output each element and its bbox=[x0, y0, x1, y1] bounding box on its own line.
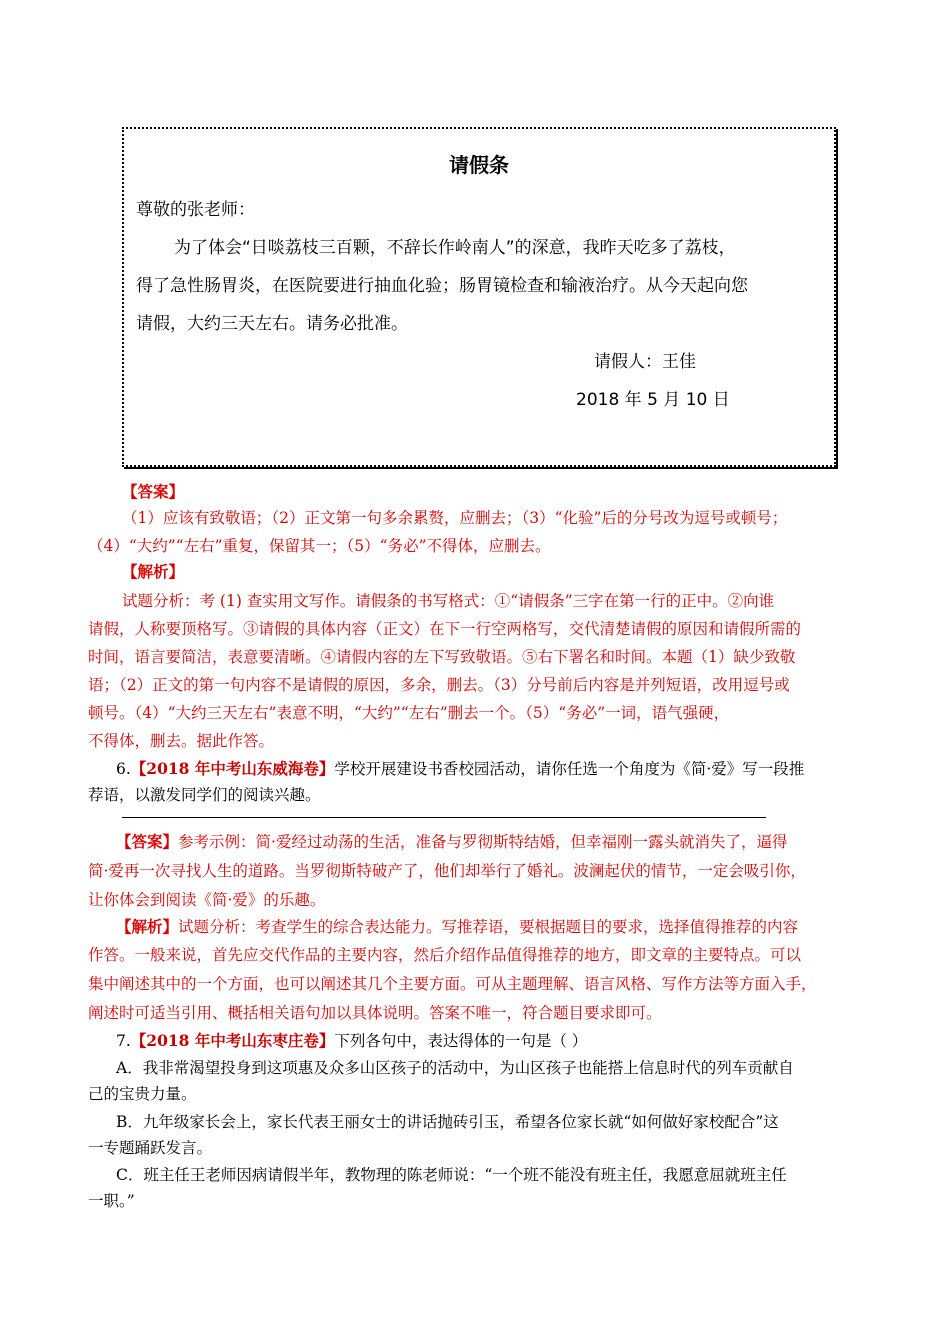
q6-analysis-tag: 【解析】 bbox=[116, 917, 179, 936]
q5-answer-line: （1）应该有致敬语；（2）正文第一句多余累赘，应删去；（3）“化验”后的分号改为逗号或顿号； bbox=[122, 509, 788, 527]
q7-number: 7. bbox=[116, 1032, 131, 1050]
q7-option-a: A．我非常渴望投身到这项惠及众多山区孩子的活动中，为山区孩子也能搭上信息时代的列车贡献自 bbox=[116, 1059, 794, 1077]
q6-answer bbox=[116, 832, 787, 852]
q6-analysis-line: 阐述时可适当引用、概括相关语句加以具体说明。答案不唯一，符合题目要求即可。 bbox=[88, 1004, 662, 1022]
q7-question-text: 下列各句中，表达得体的一句是（ ） bbox=[334, 1032, 588, 1050]
q6-answer-line: 参考示例：简·爱经过动荡的生活，准备与罗彻斯特结婚，但幸福刚一露头就消失了，逼得 bbox=[178, 833, 788, 851]
q5-analysis-line: 顿号。（4）“大约三天左右”表意不明，“大约”“左右”删去一个。（5）“务必”一词，语气强硬， bbox=[88, 704, 730, 722]
leave-note-body-line: 请假，大约三天左右。请务必批准。 bbox=[136, 314, 408, 334]
leave-note-salutation: 尊敬的张老师： bbox=[136, 200, 255, 220]
q7-source: 【2018 年中考山东枣庄卷】 bbox=[130, 1031, 335, 1050]
q6-number: 6. bbox=[116, 760, 131, 778]
q6-source: 【2018 年中考山东威海卷】 bbox=[130, 759, 335, 778]
q6-analysis-line: 作答。一般来说，首先应交代作品的主要内容，然后介绍作品值得推荐的地方，即文章的主要特点。可以 bbox=[88, 946, 802, 964]
q5-analysis-tag: 【解析】 bbox=[122, 562, 185, 581]
q7-option-a-cont: 己的宝贵力量。 bbox=[88, 1085, 197, 1103]
leave-note-body-line: 为了体会“日啖荔枝三百颗，不辞长作岭南人”的深意，我昨天吃多了荔枝， bbox=[174, 238, 736, 258]
q6-analysis-line: 集中阐述其中的一个方面，也可以阐述其几个主要方面。可从主题理解、语言风格、写作方法等方面入手， bbox=[88, 975, 817, 993]
leave-note-signature: 请假人：王佳 bbox=[594, 352, 696, 372]
q5-analysis-line: 语；（2）正文的第一句内容不是请假的原因，多余，删去。（3）分号前后内容是并列短语，改用逗号或 bbox=[88, 676, 790, 694]
q7-option-b-cont: 一专题踊跃发言。 bbox=[88, 1139, 213, 1157]
q5-analysis-line: 试题分析：考 (1) 查实用文写作。请假条的书写格式：①“请假条”三字在第一行的正中。②向谁 bbox=[122, 592, 775, 610]
q6-answer-line: 让你体会到阅读《简·爱》的乐趣。 bbox=[88, 891, 326, 909]
leave-note-date: 2018 年 5 月 10 日 bbox=[576, 390, 730, 410]
q6-analysis-line: 试题分析：考查学生的综合表达能力。写推荐语，要根据题目的要求，选择值得推荐的内容 bbox=[178, 918, 799, 936]
q6-question bbox=[116, 759, 804, 779]
leave-note-body-line: 得了急性肠胃炎，在医院要进行抽血化验；肠胃镜检查和输液治疗。从今天起向您 bbox=[136, 276, 748, 296]
q7-option-c-cont: 一职。” bbox=[88, 1192, 135, 1210]
q7-question bbox=[116, 1031, 587, 1051]
leave-note-title: 请假条 bbox=[449, 153, 509, 177]
q6-analysis bbox=[116, 917, 798, 937]
q5-analysis-line: 时间，语言要简洁，表意要清晰。④请假内容的左下写致敬语。⑤右下署名和时间。本题（1）缺少致敬 bbox=[88, 648, 796, 666]
answer-blank-line bbox=[122, 817, 766, 818]
q5-analysis-line: 请假，人称要顶格写。③请假的具体内容（正文）在下一行空两格写，交代清楚请假的原因和请假所需的 bbox=[88, 620, 802, 638]
q6-answer-line: 简·爱再一次寻找人生的道路。当罗彻斯特破产了，他们却举行了婚礼。波澜起伏的情节，一定会吸引你， bbox=[88, 862, 806, 880]
q5-answer-line: （4）“大约”“左右”重复，保留其一；（5）“务必”不得体，应删去。 bbox=[88, 537, 551, 555]
q5-analysis-line: 不得体，删去。据此作答。 bbox=[88, 732, 275, 750]
q6-answer-tag: 【答案】 bbox=[116, 832, 179, 851]
leave-note-box bbox=[122, 127, 836, 467]
q6-question-line: 荐语，以激发同学们的阅读兴趣。 bbox=[88, 786, 321, 804]
q7-option-b: B．九年级家长会上，家长代表王丽女士的讲话抛砖引玉，希望各位家长就“如何做好家校配合”这 bbox=[116, 1113, 779, 1131]
q5-answer-tag: 【答案】 bbox=[122, 482, 185, 501]
q7-option-c: C．班主任王老师因病请假半年，教物理的陈老师说：“一个班不能没有班主任，我愿意屈就班主任 bbox=[116, 1166, 787, 1184]
q6-question-line: 学校开展建设书香校园活动，请你任选一个角度为《简·爱》写一段推 bbox=[334, 760, 805, 778]
